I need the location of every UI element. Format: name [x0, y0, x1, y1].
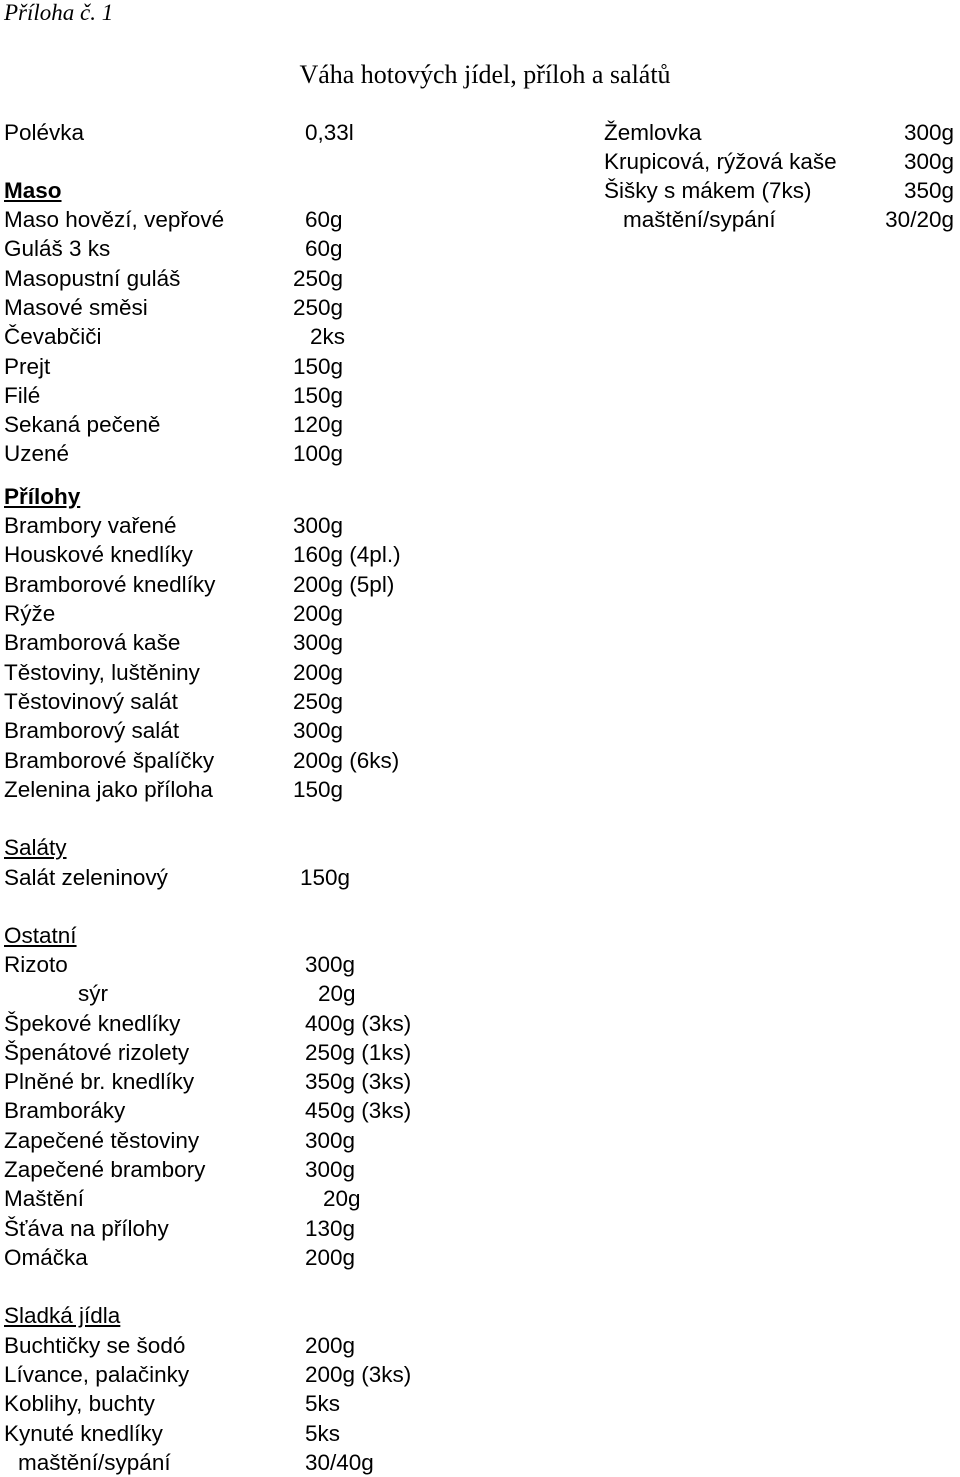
- sides-item-value: 160g (4pl.): [293, 542, 401, 567]
- other-item-label: Zapečené brambory: [4, 1157, 206, 1182]
- right-item-value: 30/20g: [885, 207, 954, 232]
- sides-item-value: 300g: [293, 718, 344, 743]
- right-item-label: Žemlovka: [604, 120, 702, 145]
- sweet-item-label: Lívance, palačinky: [4, 1362, 190, 1387]
- salads-item-value: 150g: [300, 865, 351, 890]
- sides-item-value: 200g (5pl): [293, 572, 395, 597]
- right-item-value: 300g: [903, 149, 954, 174]
- section-heading-salads: Saláty: [4, 835, 67, 860]
- meat-item-value: 120g: [293, 412, 344, 437]
- sides-item-label: Rýže: [4, 601, 56, 626]
- meat-item-label: Masopustní guláš: [4, 266, 181, 291]
- other-item-label: Omáčka: [4, 1245, 88, 1270]
- sides-item-value: 200g: [293, 601, 344, 626]
- sweet-item-label: Kynuté knedlíky: [4, 1421, 163, 1446]
- meat-item-label: Uzené: [4, 441, 70, 466]
- other-item-value: 300g: [305, 1128, 356, 1153]
- other-item-value: 130g: [305, 1216, 356, 1241]
- other-item-value: 200g: [305, 1245, 356, 1270]
- other-item-label: Plněné br. knedlíky: [4, 1069, 195, 1094]
- sides-item-label: Bramborová kaše: [4, 630, 181, 655]
- sides-item-value: 200g: [293, 660, 344, 685]
- other-item-label: Špenátové rizolety: [4, 1040, 190, 1065]
- sides-item-label: Těstovinový salát: [4, 689, 178, 714]
- sweet-item-value: 200g: [305, 1333, 356, 1358]
- meat-item-label: Masové směsi: [4, 295, 148, 320]
- meat-item-label: Guláš 3 ks: [4, 236, 111, 261]
- meat-item-label: Čevabčiči: [4, 324, 102, 349]
- meat-item-value: 250g: [293, 295, 344, 320]
- other-item-label: Zapečené těstoviny: [4, 1128, 200, 1153]
- right-item-label: Šišky s mákem (7ks): [604, 178, 812, 203]
- sweet-item-value: 5ks: [305, 1391, 341, 1416]
- sides-item-label: Těstoviny, luštěniny: [4, 660, 200, 685]
- other-item-label: Šťáva na přílohy: [4, 1216, 169, 1241]
- other-item-label: Bramboráky: [4, 1098, 126, 1123]
- other-item-label: Špekové knedlíky: [4, 1011, 181, 1036]
- sides-item-label: Bramborový salát: [4, 718, 180, 743]
- other-item-value: 300g: [305, 1157, 356, 1182]
- sweet-item-value: 200g (3ks): [305, 1362, 412, 1387]
- sweet-item-label: Koblihy, buchty: [4, 1391, 155, 1416]
- meat-item-label: Filé: [4, 383, 41, 408]
- soup-value: 0,33l: [305, 120, 354, 145]
- meat-item-label: Maso hovězí, vepřové: [4, 207, 225, 232]
- other-item-label: Maštění: [4, 1186, 85, 1211]
- other-item-value: 250g (1ks): [305, 1040, 412, 1065]
- salads-item-label: Salát zeleninový: [4, 865, 168, 890]
- other-item-value: 400g (3ks): [305, 1011, 412, 1036]
- other-item-label: sýr: [78, 981, 108, 1006]
- sides-item-label: Bramborové knedlíky: [4, 572, 216, 597]
- right-item-label: maštění/sypání: [623, 207, 776, 232]
- section-heading-meat: Maso: [4, 178, 62, 203]
- sides-item-label: Brambory vařené: [4, 513, 177, 538]
- sweet-item-value: 5ks: [305, 1421, 341, 1446]
- sides-item-label: Zelenina jako příloha: [4, 777, 213, 802]
- sweet-item-label: Buchtičky se šodó: [4, 1333, 186, 1358]
- sides-item-value: 300g: [293, 513, 344, 538]
- meat-item-value: 2ks: [310, 324, 346, 349]
- other-item-value: 350g (3ks): [305, 1069, 412, 1094]
- annex-label: Příloha č. 1: [4, 0, 114, 25]
- sides-item-label: Bramborové špalíčky: [4, 748, 215, 773]
- sides-item-value: 250g: [293, 689, 344, 714]
- sides-item-value: 150g: [293, 777, 344, 802]
- section-heading-other: Ostatní: [4, 923, 77, 948]
- sides-item-value: 300g: [293, 630, 344, 655]
- right-item-value: 350g: [903, 178, 954, 203]
- other-item-label: Rizoto: [4, 952, 68, 977]
- right-item-label: Krupicová, rýžová kaše: [604, 149, 837, 174]
- sides-item-value: 200g (6ks): [293, 748, 400, 773]
- other-item-value: 20g: [323, 1186, 361, 1211]
- right-item-value: 300g: [903, 120, 954, 145]
- meat-item-value: 150g: [293, 354, 344, 379]
- sweet-item-label: maštění/sypání: [18, 1450, 171, 1475]
- meat-item-value: 60g: [305, 236, 343, 261]
- other-item-value: 20g: [318, 981, 356, 1006]
- other-item-value: 450g (3ks): [305, 1098, 412, 1123]
- meat-item-value: 60g: [305, 207, 343, 232]
- sides-item-label: Houskové knedlíky: [4, 542, 193, 567]
- meat-item-label: Prejt: [4, 354, 51, 379]
- section-heading-sweet: Sladká jídla: [4, 1303, 121, 1328]
- other-item-value: 300g: [305, 952, 356, 977]
- meat-item-value: 150g: [293, 383, 344, 408]
- soup-label: Polévka: [4, 120, 85, 145]
- sweet-item-value: 30/40g: [305, 1450, 374, 1475]
- meat-item-value: 100g: [293, 441, 344, 466]
- meat-item-value: 250g: [293, 266, 344, 291]
- meat-item-label: Sekaná pečeně: [4, 412, 161, 437]
- page-title: Váha hotových jídel, příloh a salátů: [299, 60, 671, 89]
- section-heading-sides: Přílohy: [4, 484, 81, 509]
